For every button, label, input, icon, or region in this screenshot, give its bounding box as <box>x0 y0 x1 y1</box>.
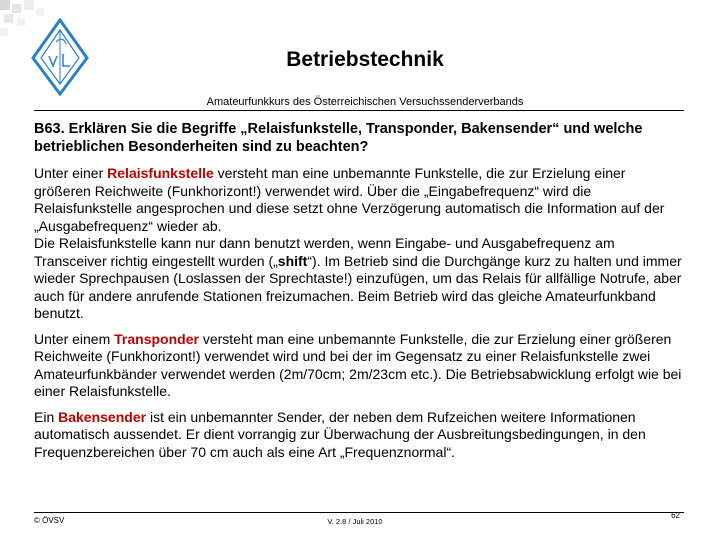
footer-divider <box>34 512 684 513</box>
paragraph-bakensender <box>34 409 684 462</box>
paragraph-relaisfunkstelle <box>34 165 684 323</box>
paragraph-transponder <box>34 331 684 401</box>
text: versteht man eine unbemannte Funkstelle, die zur Erzielung einer größeren Reichweite (Funkhorizont!) verwendet wird. Über die „Eingabefrequenz“ wird die Relaisfunkstelle angesprochen und diese setzt ohne Verzögerung automatisch die Information auf der „Ausgabefrequenz“ wieder ab. <box>34 165 665 234</box>
text: Unter einer <box>34 165 108 181</box>
text: Unter einem <box>34 330 115 347</box>
page-title: Betriebstechnik <box>286 48 444 71</box>
question-heading: B63. Erklären Sie die Begriffe „Relaisfunkstelle, Transponder, Bakensender“ und welche betrieblichen Besonderheiten sind zu beachten? <box>34 121 643 155</box>
header-divider <box>34 110 684 111</box>
content-body <box>34 121 684 469</box>
text: ist ein unbemannter Sender, der neben dem Rufzeichen weitere Informationen automatisch aussendet. Er dient vorrangig zur Überwachung der Ausbreitungsbedingungen, in den Frequenzbereichen über 70 cm auch als eine Art „Frequenznormal“. <box>34 408 646 460</box>
page-subtitle: Amateurfunkkurs des Österreichischen Versuchssenderverbands <box>206 96 524 108</box>
term-bakensender: Bakensender <box>58 408 147 425</box>
term-relaisfunkstelle: Relaisfunkstelle <box>107 165 214 181</box>
page-number: 62 <box>671 511 680 520</box>
ovsv-logo-icon <box>30 18 90 96</box>
text: “). Im Betrieb sind die Durchgänge kurz zu halten und immer wieder Sprechpausen (Loslassen der Sprechtaste!) einzufügen, um das Relais für allfällige Notrufe, aber auch für andere anrufende Stationen freizumachen. Beim Betrieb wird das gleiche Amateurfunkband benutzt. <box>34 252 682 321</box>
text: Ein <box>34 408 59 425</box>
footer-version: V. 2.8 / Juli 2010 <box>327 517 383 526</box>
term-transponder: Transponder <box>114 330 199 347</box>
term-shift: shift <box>277 252 308 269</box>
text: Die Relaisfunkstelle kann nur dann benutzt werden, wenn Eingabe- und Ausgabefrequenz am Transceiver richtig eingestellt wurden („ <box>34 235 615 269</box>
text: versteht man eine unbemannte Funkstelle, die zur Erzielung einer größeren Reichweite (Funkhorizont!) verwendet wird und bei der im Gegensatz zu einer Relaisfunkstelle zwei Amateurfunkbänder verwendet werden (2m/70cm; 2m/23cm etc.). Die Betriebsabwicklung erfolgt wie bei einer Relaisfunkstelle. <box>34 330 682 399</box>
footer-copyright: © ÖVSV <box>34 516 65 525</box>
